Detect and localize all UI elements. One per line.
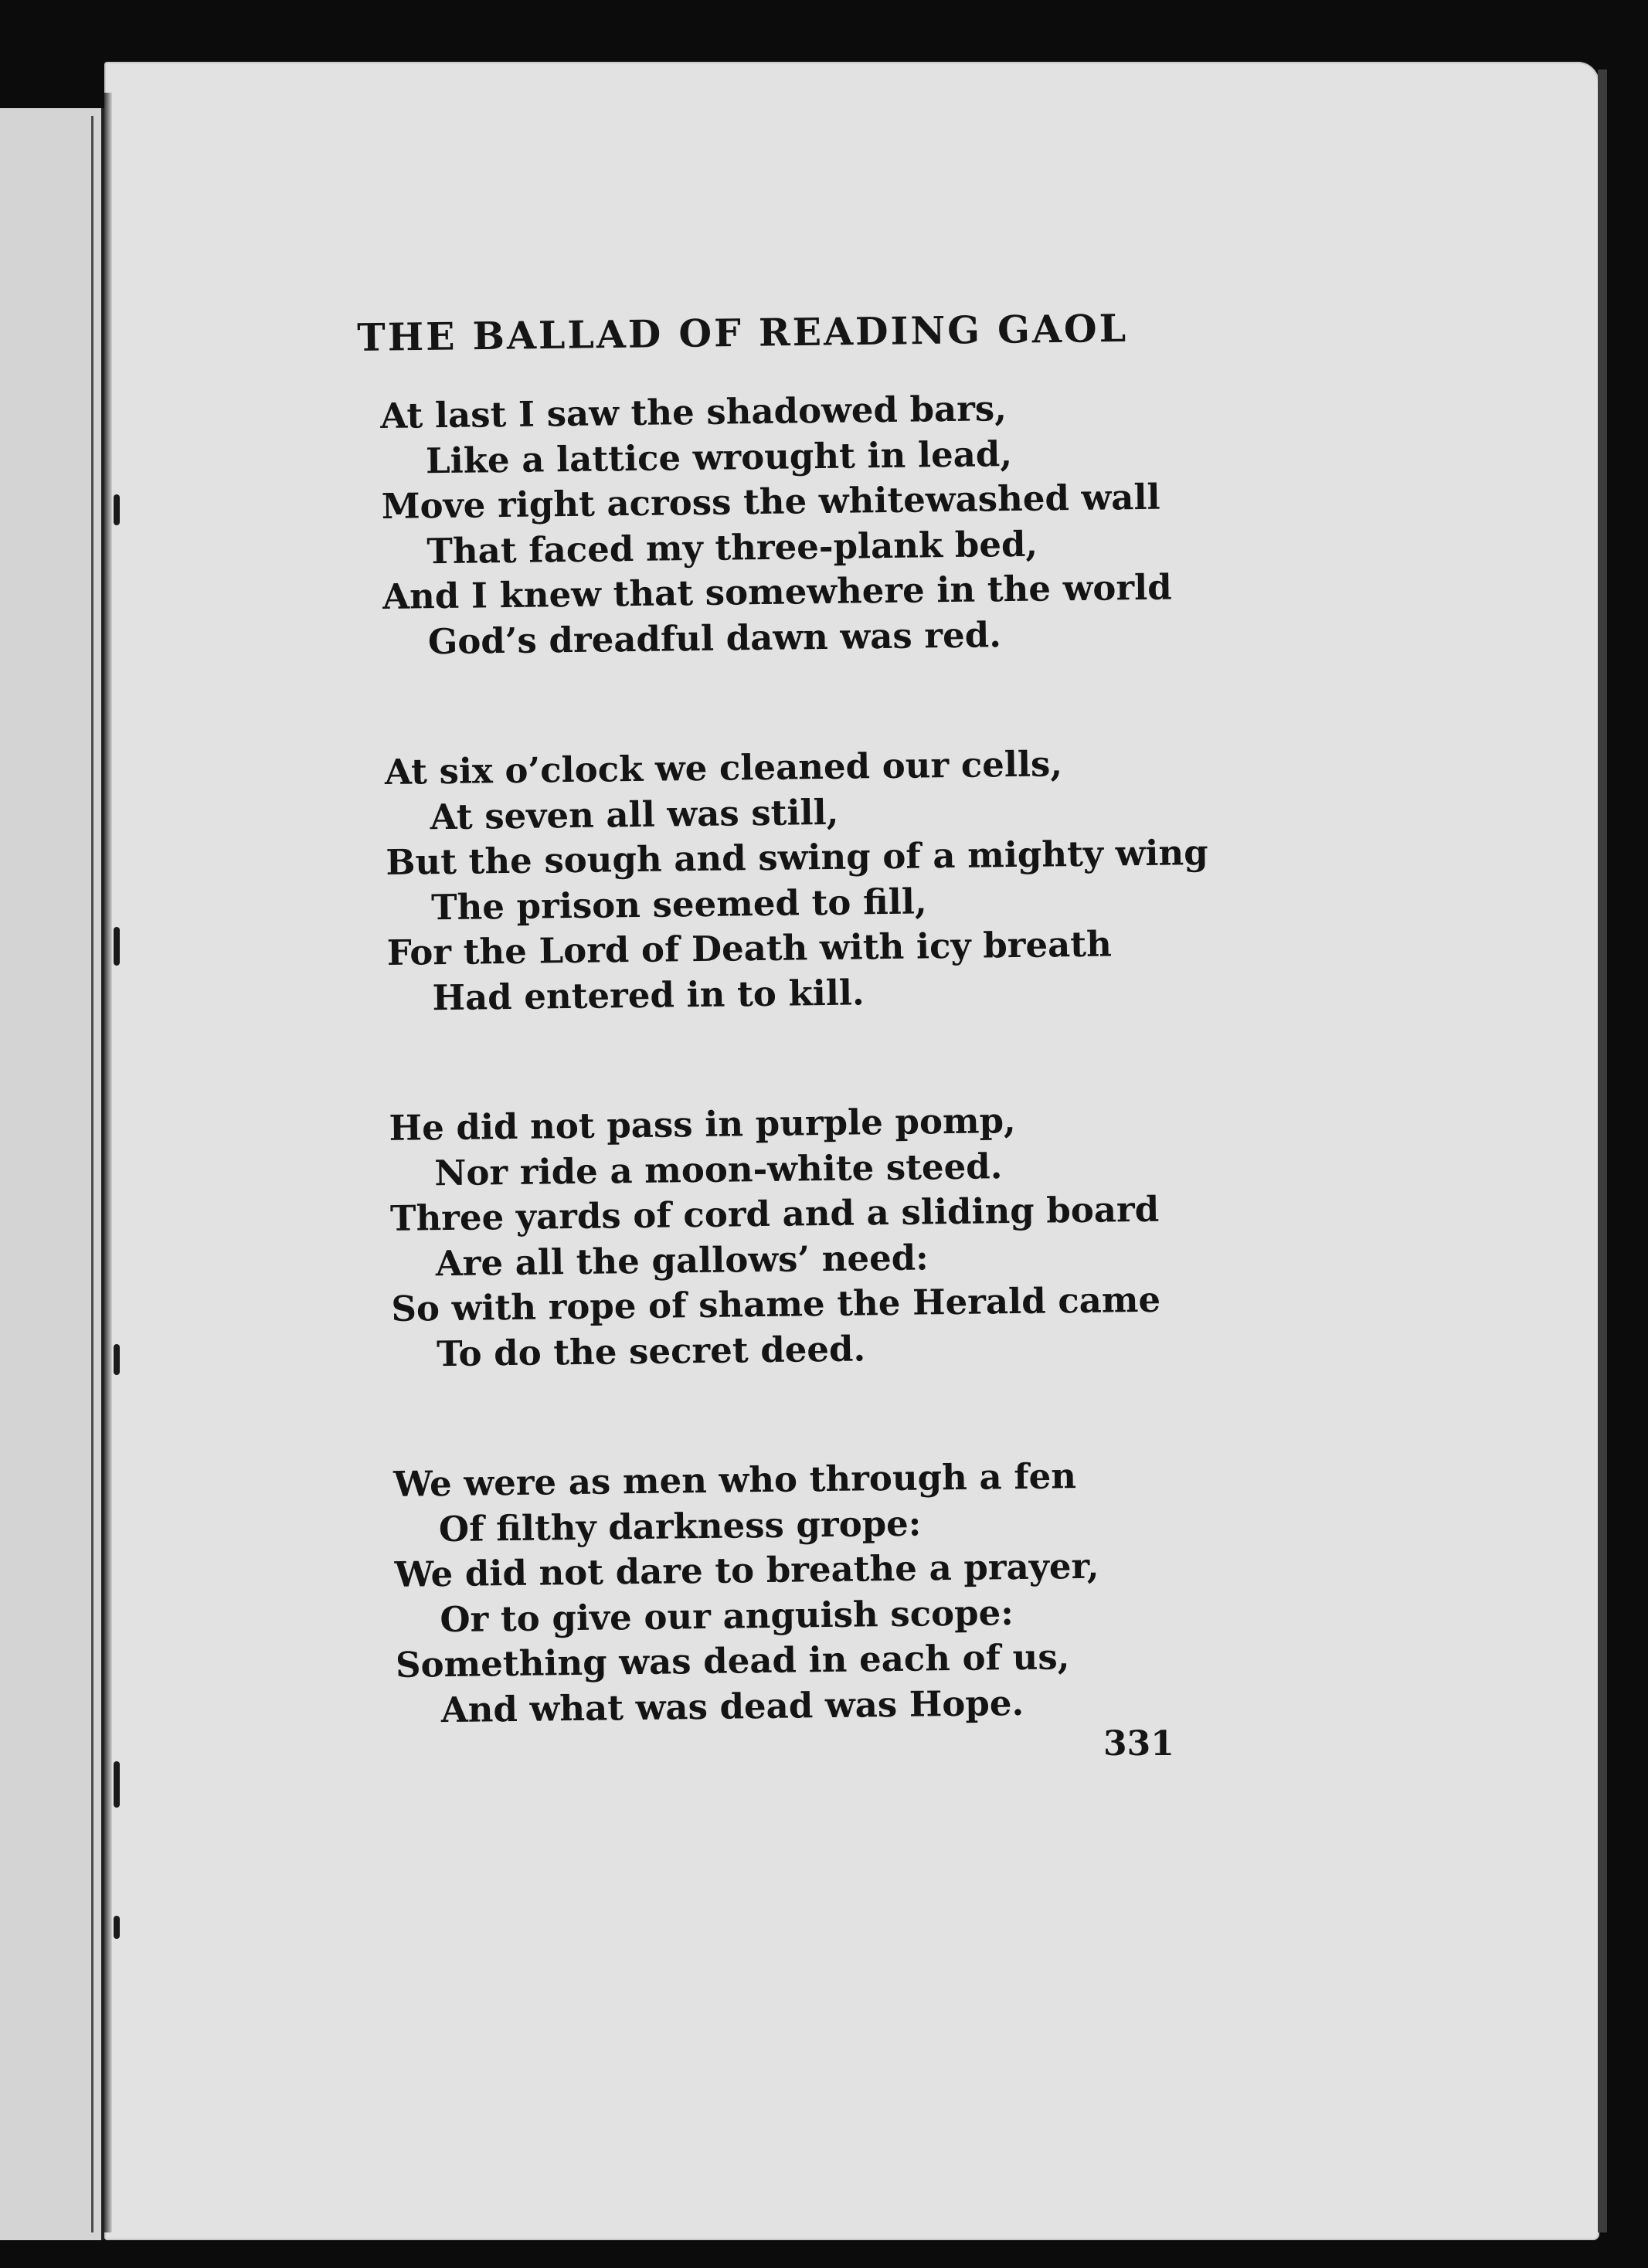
page-number: 331 [1103, 1724, 1174, 1764]
verse-line: Nor ride a moon-white steed. [433, 1145, 1003, 1193]
page-right-edge-shadow [1598, 70, 1607, 2232]
verse-line: And I knew that somewhere in the world [382, 566, 1172, 617]
binding-stitch-mark [114, 1344, 120, 1375]
verse-line: We did not dare to breathe a prayer, [394, 1545, 1099, 1595]
verse-line: To do the secret deed. [436, 1327, 866, 1374]
verse-line: Or to give our anguish scope: [440, 1591, 1014, 1640]
poem-body [380, 384, 1247, 1818]
verse-line: For the Lord of Death with icy breath [386, 923, 1113, 973]
binding-stitch-mark [114, 494, 120, 525]
stanza [389, 1095, 1242, 1377]
facing-page-edge [0, 108, 104, 2240]
verse-line: Move right across the whitewashed wall [381, 476, 1160, 527]
verse-line: Had entered in to kill. [432, 971, 865, 1018]
stanza [385, 740, 1238, 1021]
running-head: THE BALLAD OF READING GAOL [357, 305, 1129, 360]
stanza [380, 384, 1233, 665]
verse-line: So with rope of shame the Herald came [391, 1278, 1161, 1329]
verse-line: And what was dead was Hope. [440, 1682, 1024, 1730]
verse-line: Are all the gallows’ need: [435, 1236, 929, 1284]
page-gutter-shadow [104, 93, 112, 2232]
verse-line: God’s dreadful dawn was red. [427, 613, 1002, 662]
verse-line: At seven all was still, [430, 791, 839, 837]
verse-line: Like a lattice wrought in lead, [425, 433, 1013, 481]
verse-line: At six o’clock we cleaned our cells, [384, 743, 1063, 793]
verse-line: The prison seemed to fill, [430, 880, 927, 928]
facing-page-gutter-line [91, 116, 93, 2232]
verse-line: Three yards of cord and a sliding board [389, 1188, 1160, 1239]
verse-line: Something was dead in each of us, [395, 1636, 1070, 1686]
binding-stitch-mark [114, 1916, 120, 1939]
binding-stitch-mark [114, 927, 120, 966]
verse-line: At last I saw the shadowed bars, [380, 388, 1007, 436]
verse-line: That faced my three-plank bed, [426, 523, 1038, 572]
verse-line: But the sough and swing of a mighty wing [386, 831, 1208, 883]
verse-line: We were as men who through a fen [392, 1455, 1077, 1505]
binding-stitch-mark [114, 1761, 120, 1808]
verse-line: Of filthy darkness grope: [438, 1502, 922, 1550]
stanza [393, 1451, 1246, 1733]
verse-line: He did not pass in purple pomp, [389, 1100, 1016, 1149]
